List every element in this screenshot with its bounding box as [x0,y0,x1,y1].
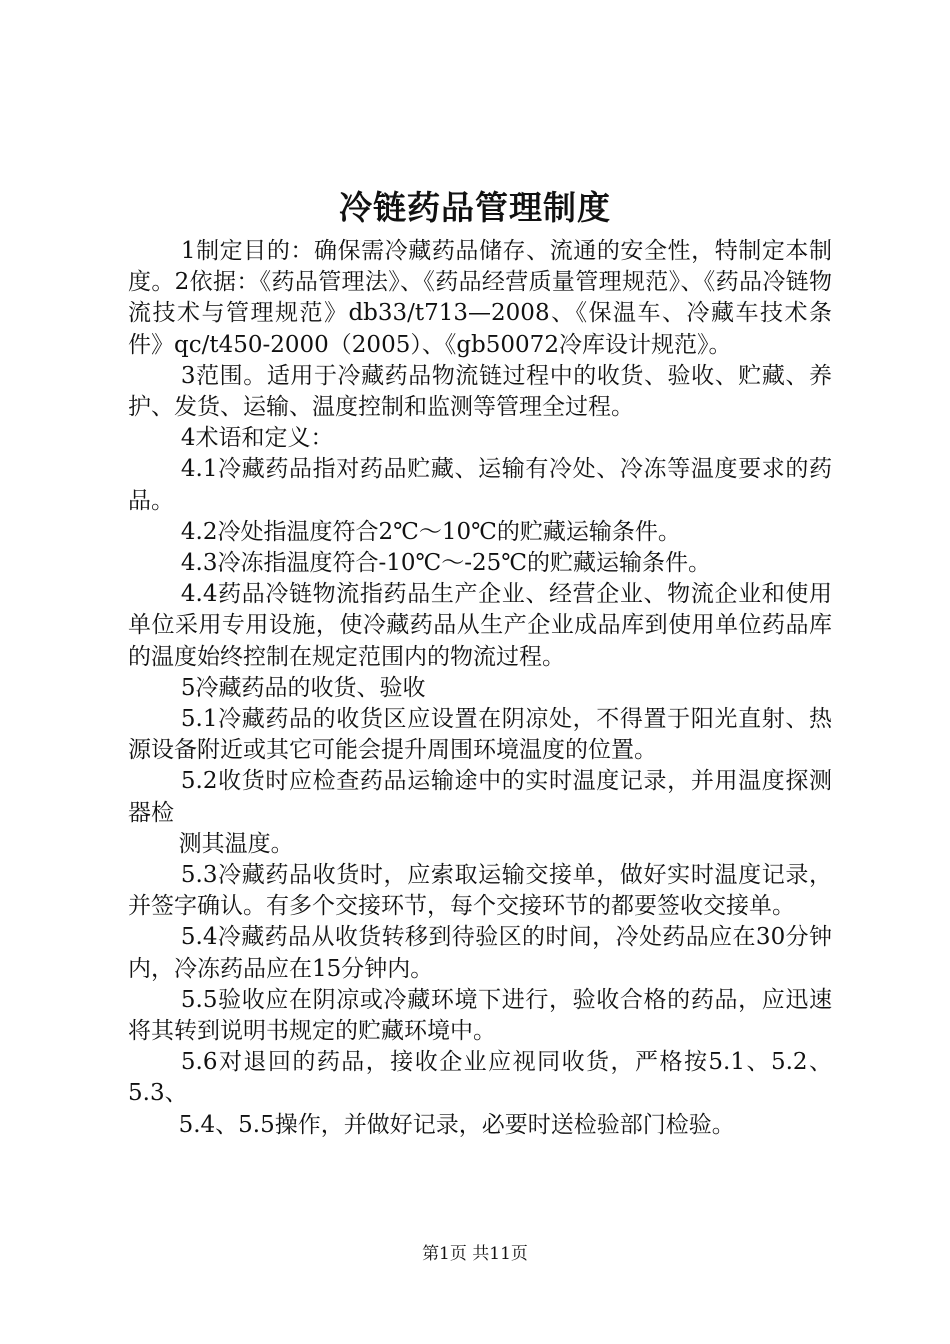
paragraph-term-4-1: 4.1冷藏药品指对药品贮藏、运输有冷处、冷冻等温度要求的药品。 [128,456,832,514]
paragraph-term-4-4: 4.4药品冷链物流指药品生产企业、经营企业、物流企业和使用单位采用专用设施，使冷藏药品从生产企业成品库到使用单位药品库的温度始终控制在规定范围内的物流过程。 [128,581,832,670]
paragraph-scope: 3范围。适用于冷藏药品物流链过程中的收货、验收、贮藏、养护、发货、运输、温度控制和监测等管理全过程。 [128,362,832,421]
page-number-footer: 第1页 共11页 [422,1244,528,1264]
paragraph-terms-heading: 4术语和定义： [180,425,334,452]
paragraph-5-6-continued: 5.4、5.5操作，并做好记录，必要时送检验部门检验。 [178,1111,735,1138]
paragraph-term-4-2: 4.2冷处指温度符合2℃～10℃的贮藏运输条件。 [180,518,681,545]
paragraph-5-5: 5.5验收应在阴凉或冷藏环境下进行，验收合格的药品，应迅速将其转到说明书规定的贮藏环境中。 [128,986,832,1045]
paragraph-5-4: 5.4冷藏药品从收货转移到待验区的时间，冷处药品应在30分钟内，冷冻药品应在15分钟内。 [128,924,832,982]
paragraph-5-1: 5.1冷藏药品的收货区应设置在阴凉处，不得置于阳光直射、热源设备附近或其它可能会提升周围环境温度的位置。 [128,706,832,764]
paragraph-term-4-3: 4.3冷冻指温度符合-10℃～-25℃的贮藏运输条件。 [180,550,712,577]
document-body [128,236,832,1141]
document-title: 冷链药品管理制度 [339,188,611,227]
paragraph-5-2: 5.2收货时应检查药品运输途中的实时温度记录，并用温度探测器检 [128,768,832,826]
paragraph-5-6: 5.6对退回的药品，接收企业应视同收货，严格按5.1、5.2、5.3、 [128,1049,832,1107]
paragraph-purpose-basis: 1制定目的：确保需冷藏药品储存、流通的安全性，特制定本制度。2依据：《药品管理法》、《药品经营质量管理规范》、《药品冷链物流技术与管理规范》db33/t713—2008、《保温车、冷藏车技术条件》qc/t450-2000（2005）、《gb50072冷库设计规范》。 [128,238,832,358]
paragraph-section-5-heading: 5冷藏药品的收货、验收 [180,674,426,701]
paragraph-5-2-continued: 测其温度。 [178,830,294,857]
paragraph-5-3: 5.3冷藏药品收货时，应索取运输交接单，做好实时温度记录，并签字确认。有多个交接环节，每个交接环节的都要签收交接单。 [128,862,832,920]
